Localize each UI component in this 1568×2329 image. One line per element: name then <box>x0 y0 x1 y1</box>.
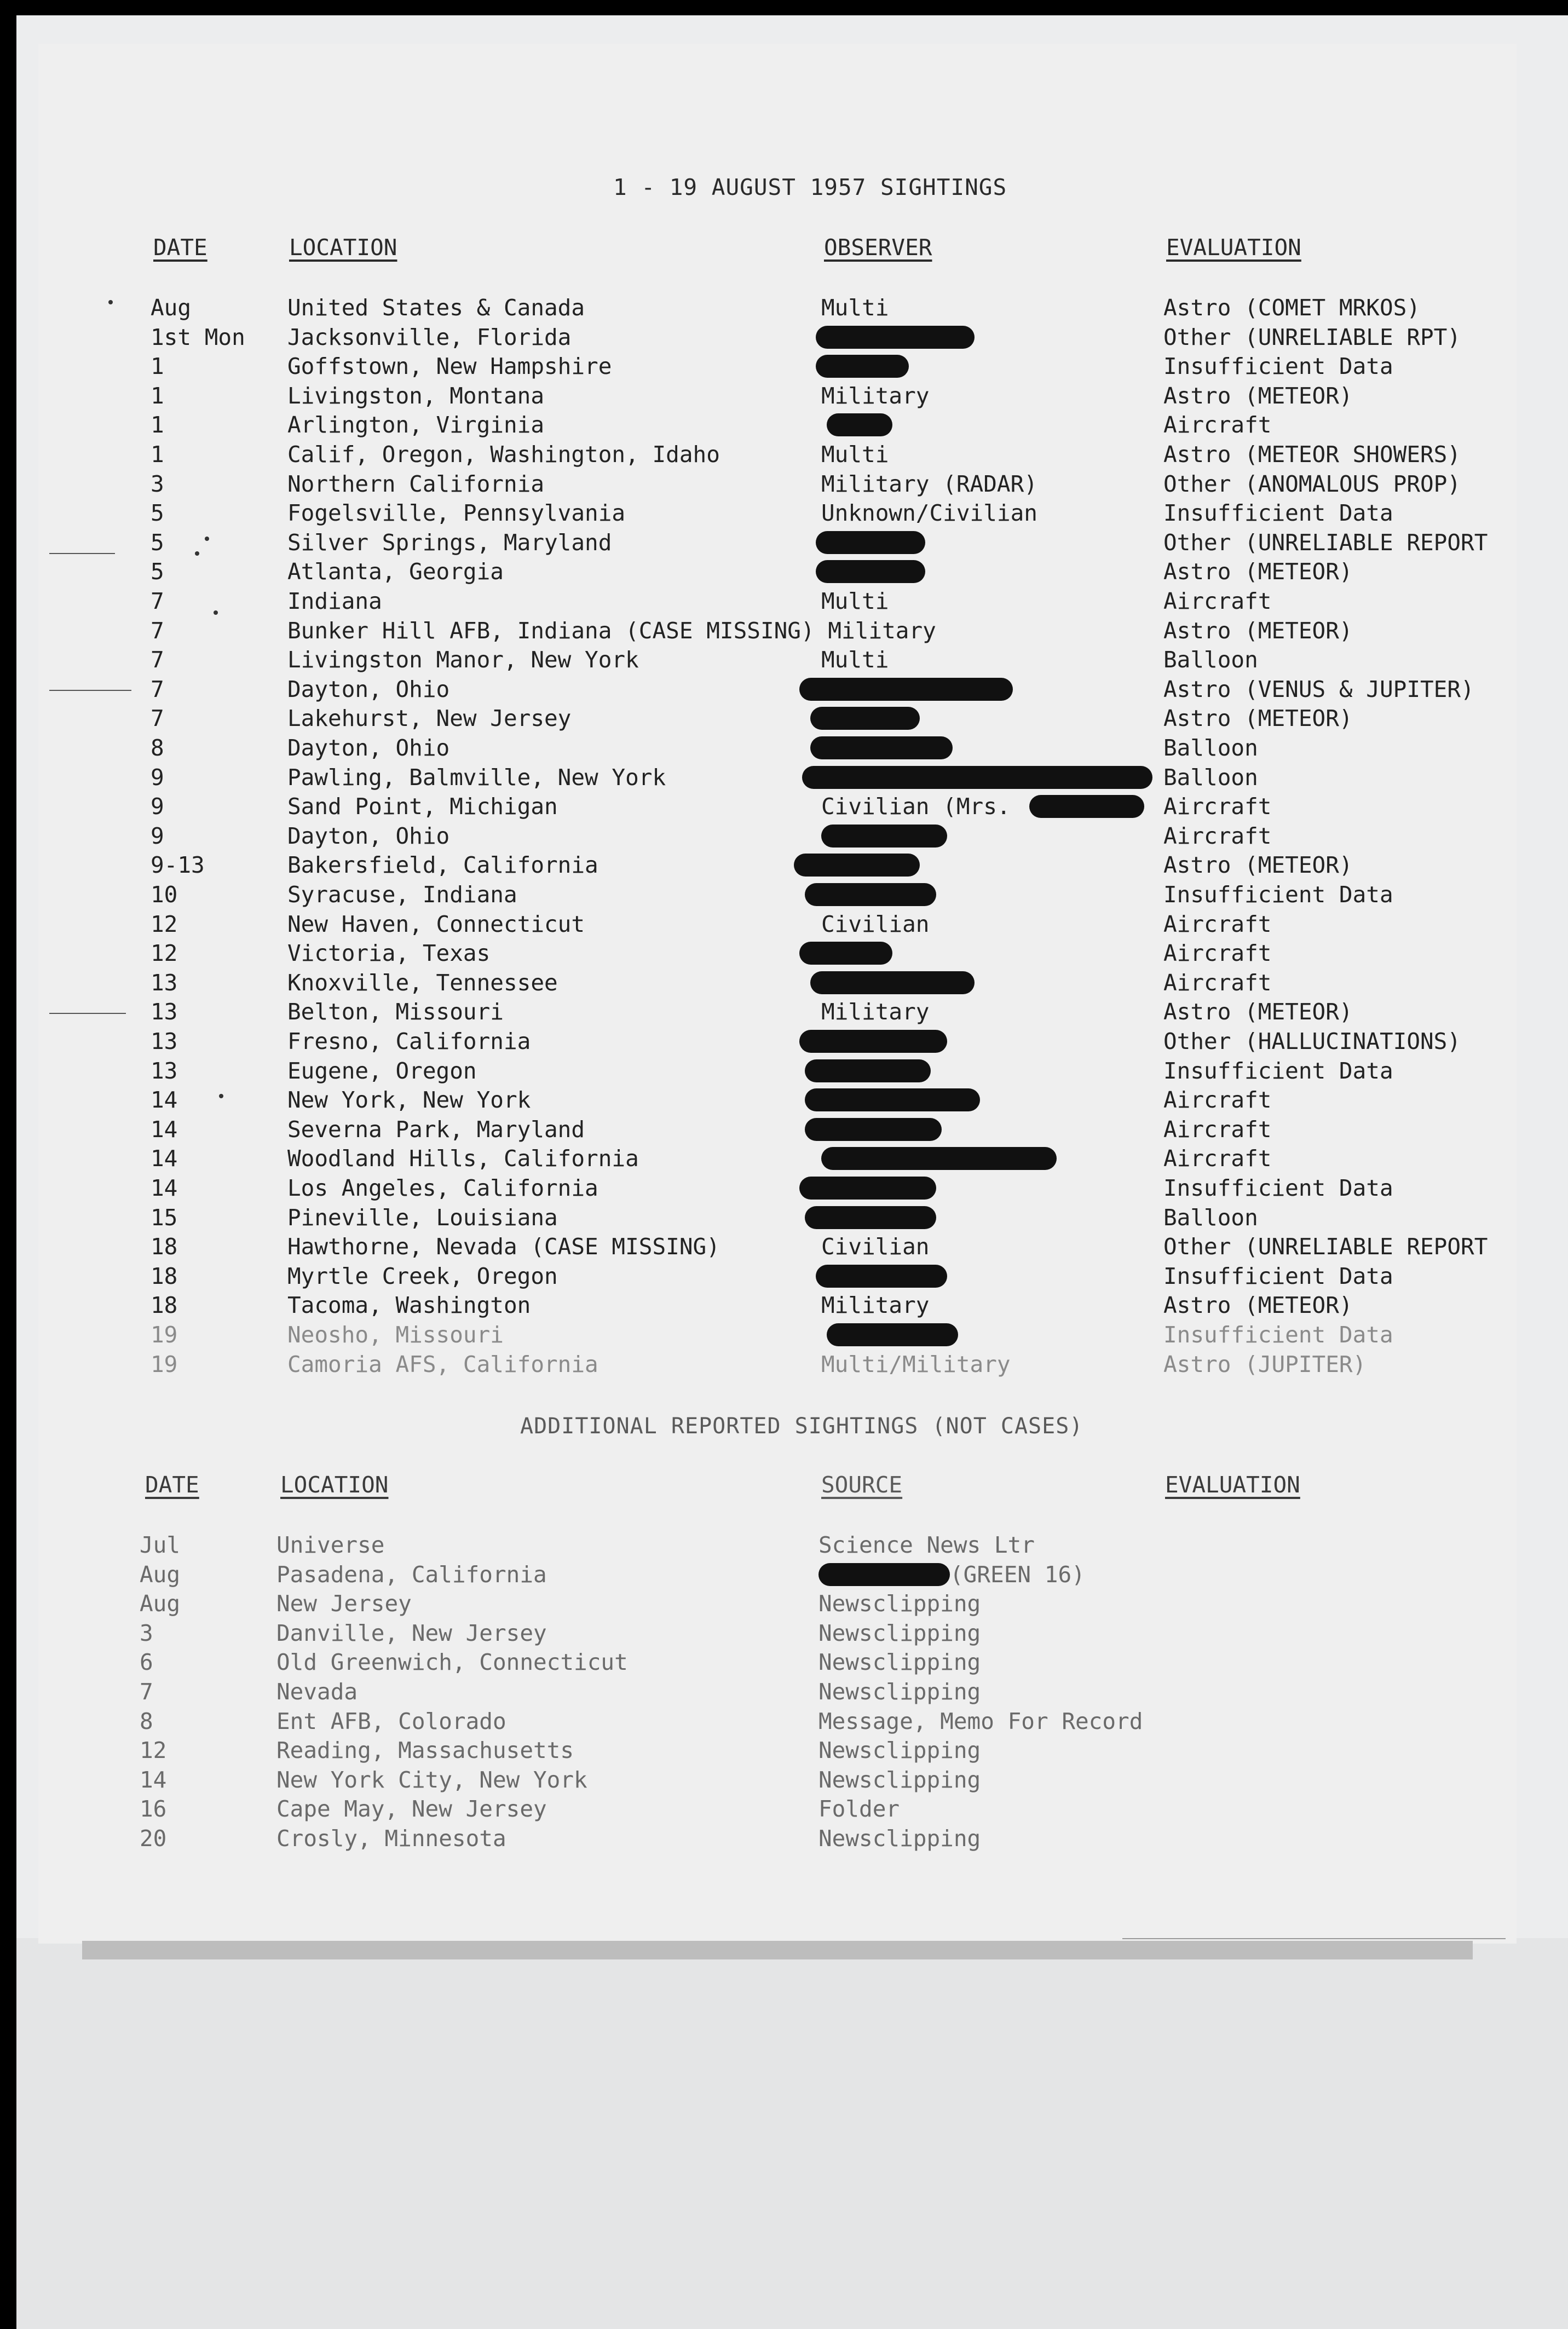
sighting-row <box>0 997 1568 1027</box>
sighting-evaluation: Aircraft <box>1163 940 1272 967</box>
sighting-date: 10 <box>151 881 178 908</box>
additional-location: Cape May, New Jersey <box>276 1796 547 1823</box>
sighting-row <box>0 410 1568 440</box>
additional-date: Jul <box>140 1532 181 1558</box>
sighting-location: Dayton, Ohio <box>287 735 450 761</box>
sighting-date: 14 <box>151 1087 178 1114</box>
redaction-mark <box>805 1059 931 1082</box>
page-fold-shadow <box>82 1941 1473 1959</box>
sighting-date: 14 <box>151 1145 178 1172</box>
sighting-evaluation: Balloon <box>1163 764 1258 791</box>
sighting-location: Camoria AFS, California <box>287 1351 598 1377</box>
header-observer: OBSERVER <box>824 234 932 261</box>
sighting-location: Bunker Hill AFB, Indiana (CASE MISSING) Military <box>287 617 936 644</box>
speck <box>219 1094 223 1098</box>
sighting-row <box>0 440 1568 469</box>
sighting-location: Sand Point, Michigan <box>287 793 558 820</box>
sighting-evaluation: Aircraft <box>1163 588 1272 614</box>
sighting-evaluation: Other (UNRELIABLE REPORT <box>1163 1233 1488 1260</box>
sighting-evaluation: Aircraft <box>1163 969 1272 996</box>
additional-source: Newsclipping <box>818 1649 981 1676</box>
additional-source: Newsclipping <box>818 1590 981 1617</box>
sighting-location: Jacksonville, Florida <box>287 324 572 350</box>
sighting-location: Lakehurst, New Jersey <box>287 705 572 732</box>
sighting-evaluation: Astro (COMET MRKOS) <box>1163 295 1420 321</box>
redaction-mark <box>802 766 1152 789</box>
sighting-evaluation: Aircraft <box>1163 1145 1272 1172</box>
additional-row <box>0 1618 1568 1648</box>
additional-row <box>0 1736 1568 1765</box>
redaction-mark <box>1029 795 1144 818</box>
sighting-observer: Multi <box>821 441 889 468</box>
sighting-date: Aug <box>151 295 192 321</box>
redaction-mark <box>816 326 975 349</box>
speck <box>205 537 209 541</box>
sighting-location: Livingston, Montana <box>287 382 544 409</box>
sighting-evaluation: Astro (METEOR) <box>1163 999 1353 1025</box>
sighting-date: 9 <box>151 764 164 791</box>
header-location: LOCATION <box>289 234 397 261</box>
sighting-evaluation: Astro (METEOR SHOWERS) <box>1163 441 1461 468</box>
sighting-location: Atlanta, Georgia <box>287 558 504 585</box>
sighting-date: 7 <box>151 617 164 644</box>
scan-scratch <box>49 1013 126 1014</box>
sighting-location: Hawthorne, Nevada (CASE MISSING) <box>287 1233 720 1260</box>
additional-date: 7 <box>140 1679 153 1705</box>
sighting-location: Knoxville, Tennessee <box>287 969 558 996</box>
redaction-mark <box>827 1323 958 1346</box>
redaction-mark <box>805 1206 936 1229</box>
photocopy-lower-margin <box>16 1938 1568 2329</box>
sighting-row <box>0 1085 1568 1115</box>
redaction-mark <box>821 1147 1057 1170</box>
sighting-date: 9-13 <box>151 852 205 879</box>
additional-source: Newsclipping <box>818 1679 981 1705</box>
sighting-evaluation: Insufficient Data <box>1163 1175 1393 1201</box>
sighting-observer: Multi/Military <box>821 1351 1011 1377</box>
sighting-location: Syracuse, Indiana <box>287 881 517 908</box>
sighting-evaluation: Aircraft <box>1163 412 1272 439</box>
additional-location: Reading, Massachusetts <box>276 1737 574 1764</box>
redaction-mark <box>805 883 936 906</box>
additional-location: New Jersey <box>276 1590 412 1617</box>
additional-source: Folder <box>818 1796 900 1823</box>
sighting-location: Bakersfield, California <box>287 852 598 879</box>
sighting-row <box>0 557 1568 586</box>
sighting-row <box>0 1232 1568 1261</box>
document-title: 1 - 19 AUGUST 1957 SIGHTINGS <box>613 174 1007 200</box>
sighting-row <box>0 469 1568 499</box>
sighting-date: 18 <box>151 1292 178 1319</box>
sighting-row <box>0 1027 1568 1056</box>
sighting-location: Eugene, Oregon <box>287 1057 477 1084</box>
speck <box>195 551 199 556</box>
sighting-evaluation: Aircraft <box>1163 793 1272 820</box>
additional-header-location: LOCATION <box>280 1472 389 1498</box>
sighting-row <box>0 351 1568 381</box>
sighting-row <box>0 1173 1568 1203</box>
sighting-location: Pineville, Louisiana <box>287 1204 558 1231</box>
redaction-mark <box>799 1030 947 1053</box>
sighting-location: Los Angeles, California <box>287 1175 598 1201</box>
sighting-date: 7 <box>151 588 164 614</box>
sighting-date: 13 <box>151 1028 178 1054</box>
sighting-evaluation: Insufficient Data <box>1163 1262 1393 1289</box>
redaction-mark <box>810 736 953 759</box>
header-date: DATE <box>153 234 207 261</box>
sighting-row <box>0 1290 1568 1320</box>
sighting-location: New York, New York <box>287 1087 531 1114</box>
sighting-location: Goffstown, New Hampshire <box>287 353 612 380</box>
sighting-date: 1st Mon <box>151 324 245 350</box>
sighting-evaluation: Other (HALLUCINATIONS) <box>1163 1028 1461 1054</box>
redaction-mark <box>799 1177 936 1200</box>
sighting-evaluation: Astro (METEOR) <box>1163 617 1353 644</box>
sighting-date: 7 <box>151 705 164 732</box>
additional-date: Aug <box>140 1561 181 1588</box>
sighting-date: 12 <box>151 910 178 937</box>
sighting-date: 19 <box>151 1351 178 1377</box>
additional-row <box>0 1794 1568 1824</box>
sighting-row <box>0 1350 1568 1379</box>
sighting-evaluation: Astro (METEOR) <box>1163 1292 1353 1319</box>
additional-date: 16 <box>140 1796 167 1823</box>
sighting-evaluation: Astro (METEOR) <box>1163 705 1353 732</box>
scan-scratch <box>49 553 115 554</box>
additional-row <box>0 1647 1568 1677</box>
additional-source: Message, Memo For Record <box>818 1708 1143 1734</box>
sighting-observer: Military <box>821 382 930 409</box>
sighting-evaluation: Other (ANOMALOUS PROP) <box>1163 470 1461 497</box>
redaction-mark <box>821 825 947 848</box>
sighting-date: 18 <box>151 1233 178 1260</box>
sighting-evaluation: Other (UNRELIABLE REPORT <box>1163 529 1488 556</box>
sighting-row <box>0 1320 1568 1350</box>
additional-location: Pasadena, California <box>276 1561 547 1588</box>
additional-location: Nevada <box>276 1679 358 1705</box>
additional-row <box>0 1530 1568 1560</box>
sighting-row <box>0 645 1568 675</box>
sighting-evaluation: Aircraft <box>1163 1087 1272 1114</box>
sighting-evaluation: Aircraft <box>1163 822 1272 849</box>
sighting-row <box>0 381 1568 411</box>
sighting-location: Severna Park, Maryland <box>287 1116 585 1143</box>
sighting-row <box>0 909 1568 939</box>
sighting-observer: Military (RADAR) <box>821 470 1037 497</box>
sighting-date: 13 <box>151 969 178 996</box>
sighting-row <box>0 763 1568 792</box>
sighting-location: Arlington, Virginia <box>287 412 544 439</box>
sighting-row <box>0 733 1568 763</box>
redaction-mark <box>810 971 975 994</box>
redaction-mark <box>794 854 920 877</box>
sighting-row <box>0 322 1568 352</box>
sighting-date: 3 <box>151 470 164 497</box>
sighting-evaluation: Insufficient Data <box>1163 1322 1393 1348</box>
sighting-date: 7 <box>151 647 164 673</box>
additional-row <box>0 1824 1568 1853</box>
sighting-row <box>0 880 1568 909</box>
sighting-row <box>0 1203 1568 1232</box>
sighting-row <box>0 1056 1568 1086</box>
sighting-location: Myrtle Creek, Oregon <box>287 1262 558 1289</box>
sighting-row <box>0 1261 1568 1291</box>
sighting-date: 12 <box>151 940 178 967</box>
additional-date: 6 <box>140 1649 153 1676</box>
header-evaluation: EVALUATION <box>1166 234 1301 261</box>
sighting-observer: Civilian <box>821 1233 930 1260</box>
scan-scratch <box>49 690 131 691</box>
sighting-evaluation: Other (UNRELIABLE RPT) <box>1163 324 1461 350</box>
sighting-observer: Multi <box>821 588 889 614</box>
sighting-date: 1 <box>151 382 164 409</box>
additional-location: Universe <box>276 1532 385 1558</box>
redaction-mark <box>816 355 909 378</box>
sighting-location: Woodland Hills, California <box>287 1145 639 1172</box>
sighting-location: Fresno, California <box>287 1028 531 1054</box>
additional-date: Aug <box>140 1590 181 1617</box>
sighting-evaluation: Aircraft <box>1163 910 1272 937</box>
redaction-mark <box>818 1563 950 1586</box>
additional-location: New York City, New York <box>276 1766 587 1793</box>
sighting-date: 1 <box>151 441 164 468</box>
sighting-date: 13 <box>151 999 178 1025</box>
additional-location: Crosly, Minnesota <box>276 1825 506 1852</box>
sighting-row <box>0 1144 1568 1173</box>
redaction-mark <box>799 678 1013 701</box>
sighting-row <box>0 704 1568 733</box>
sighting-date: 18 <box>151 1262 178 1289</box>
additional-header-source: SOURCE <box>821 1472 903 1498</box>
additional-row <box>0 1560 1568 1589</box>
sighting-location: New Haven, Connecticut <box>287 910 585 937</box>
sighting-evaluation: Insufficient Data <box>1163 500 1393 527</box>
sighting-evaluation: Astro (METEOR) <box>1163 852 1353 879</box>
sighting-location: Northern California <box>287 470 544 497</box>
sighting-date: 7 <box>151 676 164 702</box>
sighting-date: 5 <box>151 558 164 585</box>
sighting-row <box>0 586 1568 616</box>
additional-header-evaluation: EVALUATION <box>1165 1472 1300 1498</box>
speck <box>108 300 113 304</box>
sighting-location: Dayton, Ohio <box>287 822 450 849</box>
additional-title: ADDITIONAL REPORTED SIGHTINGS (NOT CASES) <box>520 1414 1083 1439</box>
sighting-row <box>0 1115 1568 1144</box>
additional-location: Danville, New Jersey <box>276 1619 547 1646</box>
redaction-mark <box>805 1118 942 1141</box>
sighting-location: Calif, Oregon, Washington, Idaho <box>287 441 720 468</box>
additional-row <box>0 1765 1568 1795</box>
sighting-evaluation: Astro (VENUS & JUPITER) <box>1163 676 1474 702</box>
sighting-observer: Civilian <box>821 910 930 937</box>
sighting-observer: Military <box>821 1292 930 1319</box>
sighting-date: 8 <box>151 735 164 761</box>
sighting-row <box>0 675 1568 704</box>
sighting-observer: Multi <box>821 295 889 321</box>
sighting-row <box>0 616 1568 645</box>
additional-row <box>0 1677 1568 1707</box>
sighting-location: Indiana <box>287 588 382 614</box>
sighting-evaluation: Balloon <box>1163 735 1258 761</box>
sighting-location: Fogelsville, Pennsylvania <box>287 500 626 527</box>
sighting-date: 19 <box>151 1322 178 1348</box>
additional-row <box>0 1707 1568 1736</box>
sighting-row <box>0 821 1568 851</box>
sighting-location: Silver Springs, Maryland <box>287 529 612 556</box>
sighting-date: 5 <box>151 500 164 527</box>
sighting-evaluation: Insufficient Data <box>1163 1057 1393 1084</box>
sighting-observer: Multi <box>821 647 889 673</box>
redaction-mark <box>816 531 925 554</box>
additional-date: 8 <box>140 1708 153 1734</box>
sighting-location: Neosho, Missouri <box>287 1322 504 1348</box>
redaction-mark <box>799 942 892 965</box>
sighting-date: 14 <box>151 1175 178 1201</box>
sighting-observer: Military <box>821 999 930 1025</box>
additional-source: Newsclipping <box>818 1825 981 1852</box>
sighting-location: Belton, Missouri <box>287 999 504 1025</box>
sighting-row <box>0 792 1568 821</box>
redaction-mark <box>816 560 925 583</box>
sighting-date: 14 <box>151 1116 178 1143</box>
sighting-evaluation: Astro (METEOR) <box>1163 382 1353 409</box>
sighting-evaluation: Balloon <box>1163 647 1258 673</box>
additional-date: 12 <box>140 1737 167 1764</box>
speck <box>214 610 218 615</box>
sighting-date: 5 <box>151 529 164 556</box>
additional-source: Newsclipping <box>818 1766 981 1793</box>
sighting-row <box>0 850 1568 880</box>
sighting-location: Pawling, Balmville, New York <box>287 764 666 791</box>
additional-date: 20 <box>140 1825 167 1852</box>
redaction-mark <box>805 1088 980 1111</box>
sighting-location: Dayton, Ohio <box>287 676 450 702</box>
sighting-location: Victoria, Texas <box>287 940 491 967</box>
sighting-row <box>0 293 1568 322</box>
additional-row <box>0 1589 1568 1618</box>
sighting-date: 9 <box>151 793 164 820</box>
additional-location: Old Greenwich, Connecticut <box>276 1649 628 1676</box>
sighting-evaluation: Astro (JUPITER) <box>1163 1351 1367 1377</box>
scan-scratch <box>1122 1938 1506 1939</box>
redaction-mark <box>827 413 892 436</box>
additional-source: (GREEN 16) <box>950 1561 1085 1588</box>
redaction-mark <box>816 1265 947 1288</box>
sighting-observer: Unknown/Civilian <box>821 500 1037 527</box>
sighting-date: 1 <box>151 353 164 380</box>
additional-header-date: DATE <box>145 1472 199 1498</box>
sighting-location: Livingston Manor, New York <box>287 647 639 673</box>
additional-location: Ent AFB, Colorado <box>276 1708 506 1734</box>
sighting-row <box>0 938 1568 968</box>
sighting-date: 1 <box>151 412 164 439</box>
additional-source: Newsclipping <box>818 1619 981 1646</box>
redaction-mark <box>810 707 920 730</box>
sighting-evaluation: Astro (METEOR) <box>1163 558 1353 585</box>
additional-date: 14 <box>140 1766 167 1793</box>
additional-date: 3 <box>140 1619 153 1646</box>
sighting-row <box>0 498 1568 528</box>
sighting-evaluation: Insufficient Data <box>1163 881 1393 908</box>
sighting-evaluation: Insufficient Data <box>1163 353 1393 380</box>
sighting-date: 9 <box>151 822 164 849</box>
sighting-row <box>0 528 1568 557</box>
sighting-date: 15 <box>151 1204 178 1231</box>
sighting-evaluation: Balloon <box>1163 1204 1258 1231</box>
sighting-evaluation: Aircraft <box>1163 1116 1272 1143</box>
sighting-location: United States & Canada <box>287 295 585 321</box>
additional-source: Science News Ltr <box>818 1532 1035 1558</box>
sighting-date: 13 <box>151 1057 178 1084</box>
sighting-row <box>0 968 1568 998</box>
additional-source: Newsclipping <box>818 1737 981 1764</box>
sighting-location: Tacoma, Washington <box>287 1292 531 1319</box>
sighting-observer: Civilian (Mrs. <box>821 793 1011 820</box>
